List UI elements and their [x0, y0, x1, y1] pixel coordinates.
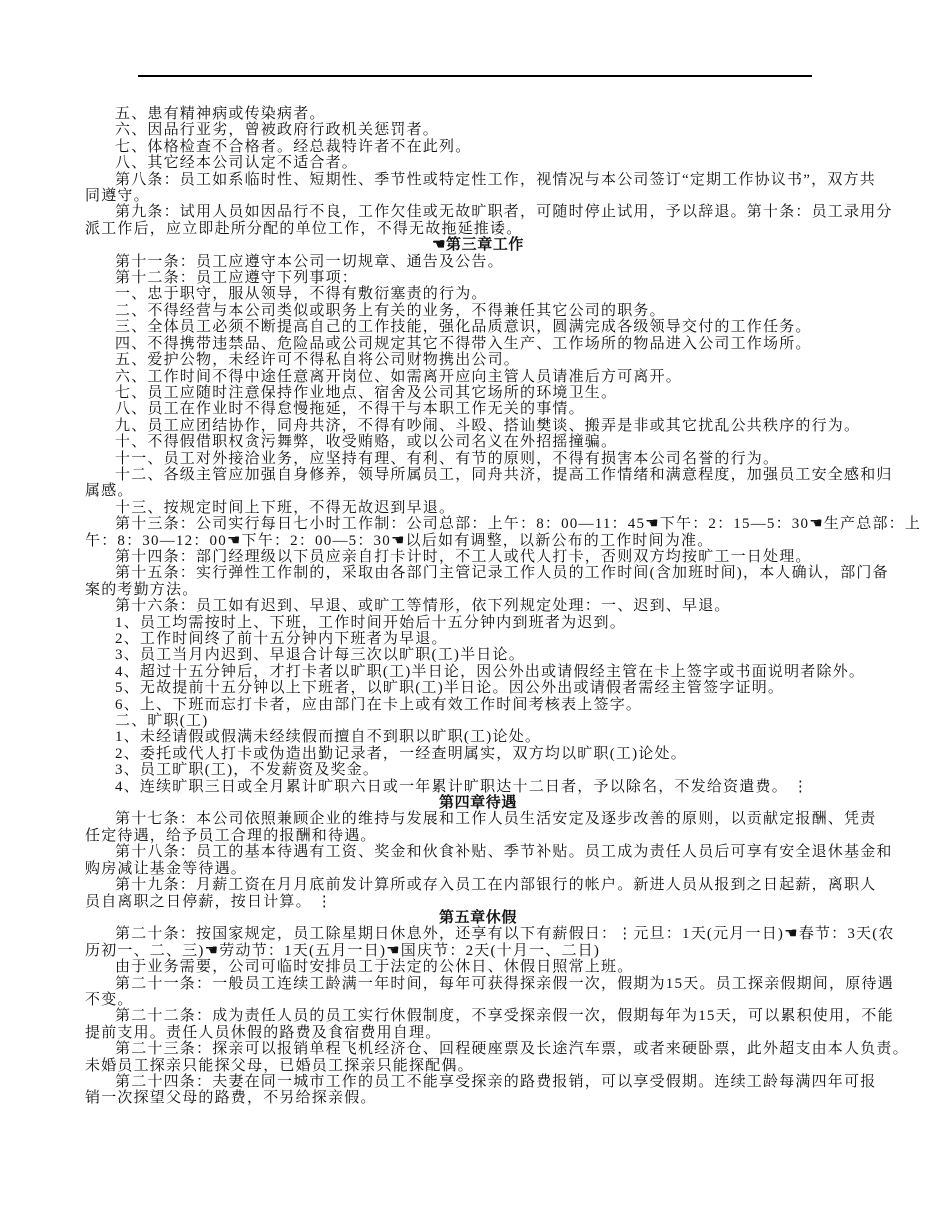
text-line: 十三、按规定时间上下班，不得无故迟到早退。 — [115, 499, 456, 516]
text-line: 5、无故提前十五分钟以上下班者，以旷职(工)半日论。因公外出或请假者需经主管签字证明。 — [115, 680, 785, 697]
header-rule — [138, 75, 812, 77]
text-line: 提前支用。责任人员休假的路费及食宿费用自理。 — [85, 1024, 442, 1041]
text-line: 6、上、下班而忘打卡者，应由部门在卡上或有效工作时间考核表上签字。 — [115, 696, 643, 713]
text-line: 任定待遇，给予员工合理的报酬和待遇。 — [85, 827, 377, 844]
text-line: 2、工作时间终了前十五分钟内下班者为早退。 — [115, 631, 448, 647]
text-line: 4、超过十五分钟后，才打卡者以旷职(工)半日论，因公外出或请假经主管在卡上签字或书面说明者除外。 — [115, 663, 866, 680]
text-line: 2、委托或代人打卡或伪造出勤记录者，一经查明属实，双方均以旷职(工)论处。 — [115, 745, 687, 762]
text-line: 十、不得假借职权贪污舞弊，收受贿赂，或以公司名义在外招摇撞骗。 — [115, 434, 618, 451]
text-line: 第十五条：实行弹性工作制的，采取由各部门主管记录工作人员的工作时间(含加班时间)，本人确认，部门备 — [115, 565, 889, 582]
text-line: 一、忠于职守，服从领导，不得有敷衍塞责的行为。 — [115, 286, 488, 303]
text-line: 第十三条：公司实行每日七小时工作制：公司总部：上午：8：00—11：45☚下午：2：15—5：30☚生产总部：上 — [115, 516, 922, 533]
text-line: 销一次探望父母的路费，不另给探亲假。 — [85, 1090, 377, 1107]
text-line: 第八条：员工如系临时性、短期性、季节性或特定性工作，视情况与本公司签订“定期工作协议书”，双方共 — [115, 171, 876, 188]
text-line: 第十九条：月薪工资在月月底前发计算所或存入员工在内部银行的帐户。新进人员从报到之日起薪，离职人 — [115, 877, 877, 894]
text-line: 3、员工旷职(工)，不发薪资及奖金。 — [115, 762, 380, 779]
text-line: 第十一条：员工应遵守本公司一切规章、通告及公告。 — [115, 253, 504, 270]
text-line: 第二十二条：成为责任人员的员工实行休假制度，不享受探亲假一次，假期每年为15天，可以累积使用，不能 — [115, 1008, 894, 1025]
text-line: 第十二条：员工应遵守下列事项： — [115, 270, 359, 287]
text-line: 午：8：30—12：00☚下午：2：00—5：30☚以后如有调整，以新公布的工作时间为准。 — [85, 532, 714, 549]
text-line: 二、不得经营与本公司类似或职务上有关的业务，不得兼任其它公司的职务。 — [115, 302, 666, 319]
text-line: 六、因品行亚劣，曾被政府行政机关惩罚者。 — [115, 122, 440, 139]
text-line: 第十七条：本公司依照兼顾企业的维持与发展和工作人员生活安定及逐步改善的原则，以贡献定报酬、凭责 — [115, 811, 877, 828]
text-line: 4、连续旷职三日或全月累计旷职六日或一年累计旷职达十二日者，予以除名，不发给资遣费。 ⋮ — [115, 778, 810, 795]
text-line: 1、未经请假或假满未经续假而擅自不到职以旷职(工)论处。 — [115, 729, 542, 746]
text-line: 八、员工在作业时不得怠慢拖延，不得干与本职工作无关的事情。 — [115, 401, 585, 418]
text-line: 第二十一条：一般员工连续工龄满一年时间，每年可获得探亲假一次，假期为15天。员工探亲假期间，原待遇 — [115, 975, 894, 992]
text-line: 第十八条：员工的基本待遇有工资、奖金和伙食补贴、季节补贴。员工成为责任人员后可享有安全退休基金和 — [115, 844, 893, 861]
text-line: 未婚员工探亲只能探父母，已婚员工探亲只能探配偶。 — [85, 1057, 474, 1074]
text-line: 第十四条：部门经理级以下员应亲自打卡计时，不工人或代人打卡，否则双方均按旷工一日处理。 — [115, 548, 812, 565]
text-line: 案的考勤方法。 — [85, 581, 199, 598]
text-line: 第二十四条：夫妻在同一城市工作的员工不能享受探亲的路费报销，可以享受假期。连续工龄每满四年可报 — [115, 1073, 877, 1090]
text-line: 购房减让基金等待遇。 — [85, 860, 248, 877]
text-line: 历初一、二、三)☚劳动节：1天(五月一日)☚国庆节：2天(十月一、二日) — [85, 942, 601, 959]
text-line: 员自离职之日停薪，按日计算。 ⋮ — [85, 893, 333, 910]
text-line: 十一、员工对外接洽业务，应坚持有理、有利、有节的原则，不得有损害本公司名誉的行为。 — [115, 450, 780, 467]
text-line: 五、患有精神病或传染病者。 — [115, 106, 326, 122]
text-line: 由于业务需要，公司可临时安排员工于法定的公休日、休假日照常上班。 — [115, 959, 634, 976]
text-line: 派工作后，应立即赴所分配的单位工作，不得无故拖延推诿。 — [85, 220, 523, 237]
text-line: 第二十条：按国家规定，员工除星期日休息外，还享有以下有薪假日：⋮元旦：1天(元月一日)☚春节：3天(农 — [115, 926, 895, 943]
text-line: 六、工作时间不得中途任意离开岗位、如需离开应向主管人员请准后方可离开。 — [115, 368, 683, 385]
text-line: 第九条：试用人员如因品行不良，工作欠佳或无故旷职者，可随时停止试用，予以辞退。第十条：员工录用分 — [115, 204, 893, 221]
text-line: 五、爱护公物，未经许可不得私自将公司财物携出公司。 — [115, 352, 521, 369]
text-line: 不变。 — [85, 991, 134, 1008]
text-line: 二、旷职(工) — [115, 713, 209, 730]
document-body — [85, 106, 922, 1107]
chapter-heading: ☚第三章工作 — [431, 237, 525, 254]
text-line: 七、体格检查不合格者。经总裁特许者不在此列。 — [115, 138, 472, 155]
text-line: 十二、各级主管应加强自身修养，领导所属员工，同舟共济，提高工作情绪和满意程度，加强员工安全感和归 — [115, 466, 893, 483]
text-line: 属感。 — [85, 483, 134, 500]
text-line: 八、其它经本公司认定不适合者。 — [115, 155, 359, 172]
text-line: 第二十三条：探亲可以报销单程飞机经济仓、回程硬座票及长途汽车票，或者来硬卧票，此外超支由本人负责。 — [115, 1041, 909, 1058]
text-line: 1、员工均需按时上、下班，工作时间开始后十五分钟内到班者为迟到。 — [115, 614, 626, 631]
text-line: 九、员工应团结协作，同舟共济，不得有吵闹、斗殴、搭讪樊谈、搬弄是非或其它扰乱公共秩序的行为。 — [115, 417, 861, 434]
chapter-heading: 第五章休假 — [438, 909, 517, 926]
text-line: 三、全体员工必须不断提高自己的工作技能，强化品质意识，圆满完成各级领导交付的工作任务。 — [115, 319, 812, 336]
text-line: 同遵守。 — [85, 188, 150, 205]
text-line: 3、员工当月内迟到、早退合计每三次以旷职(工)半日论。 — [115, 647, 525, 664]
text-line: 四、不得携带违禁品、危险品或公司规定其它不得带入生产、工作场所的物品进入公司工作场所。 — [115, 335, 812, 352]
text-line: 第十六条：员工如有迟到、早退、或旷工等情形，依下列规定处理：一、迟到、早退。 — [115, 598, 731, 615]
text-line: 七、员工应随时注意保持作业地点、宿舍及公司其它场所的环境卫生。 — [115, 384, 618, 401]
chapter-heading: 第四章待遇 — [438, 795, 517, 812]
